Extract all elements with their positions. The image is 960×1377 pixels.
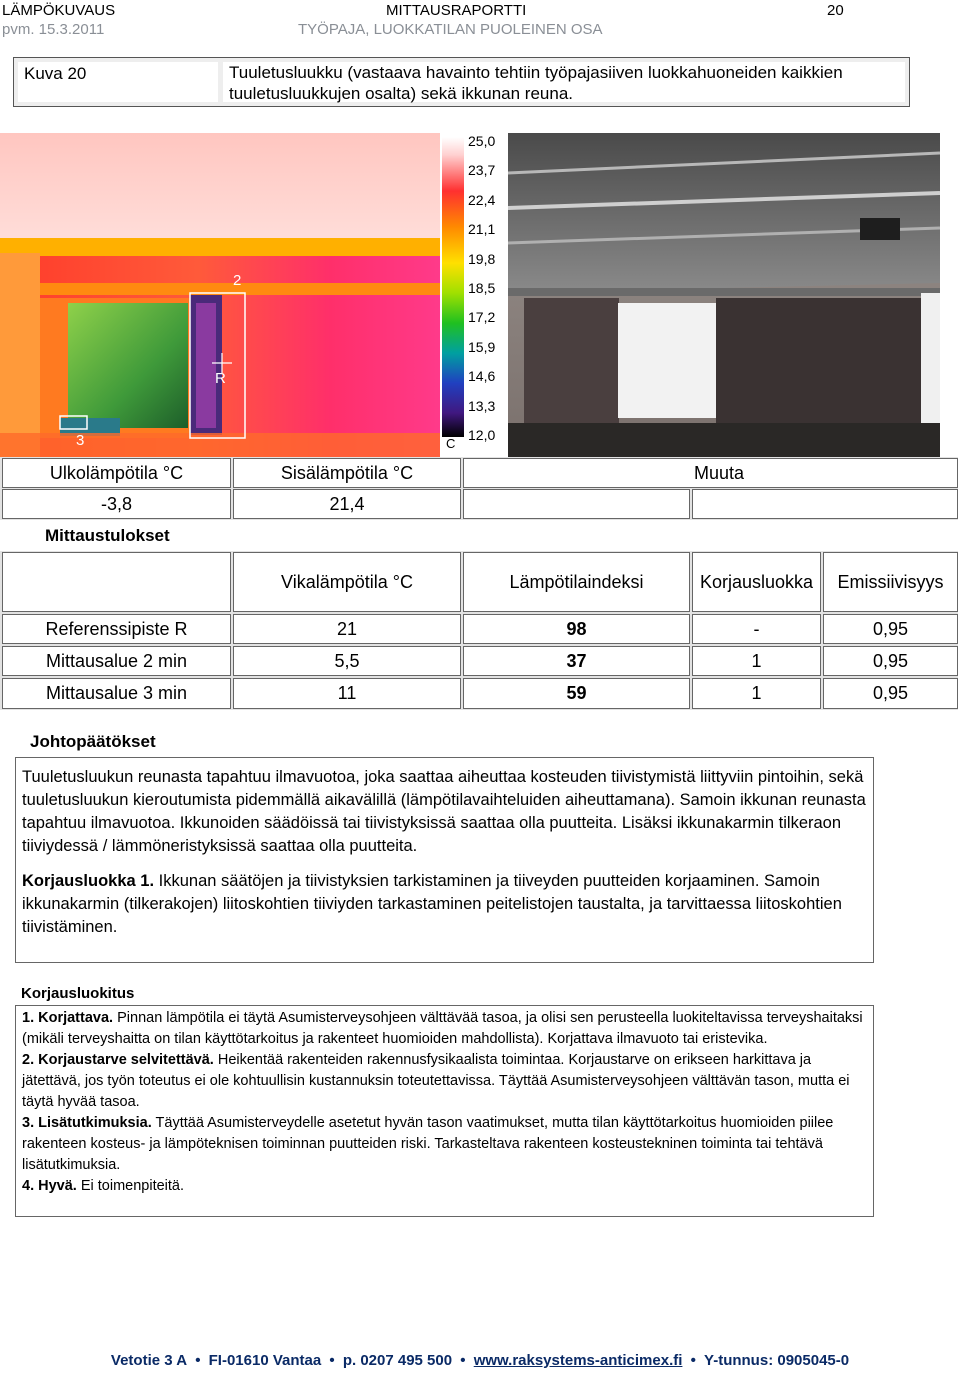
repair-class-cell: 1 <box>692 646 821 676</box>
scale-tick-label: 22,4 <box>468 191 496 208</box>
fault-temp-cell: 5,5 <box>233 646 461 676</box>
repair-class-cell: - <box>692 614 821 644</box>
temp-index-cell: 98 <box>463 614 690 644</box>
thermal-image <box>0 133 440 457</box>
visual-photo <box>508 133 940 457</box>
classification-item-text: Heikentää rakenteiden rakennusfysikaalista toimintaa. Korjaustarve on erikseen harkittava ja jätettävä, jos työn toteutus ei ole kohtuullisin kustannuksin toteutettavissa. Täyttää Asumisterveysohjeen välttävän tason, mutta ei täytä hyvää tasoa. <box>22 1052 850 1110</box>
column-emissivity: Emissiivisyys <box>823 552 958 612</box>
conclusions-text: Tuuletusluukun reunasta tapahtuu ilmavuotoa, joka saattaa aiheuttaa kosteuden tiivistymistä liittyviin pintoihin, sekä tuuletusluukun kieroutumista pidemmällä aikavälillä (lämpötilavaihteluiden aiheuttamana). Samoin ikkunan reunasta tapahtuu ilmavuotoa. Ikkunoiden säädöissä tai tiivistyksissä saattaa olla puutteita. Lisäksi ikkunakarmin tilkeraon tiiviydessä / lämmöneristyksissä saattaa olla puutteita. <box>22 768 866 855</box>
bullet-icon: • <box>690 1352 696 1369</box>
emissivity-cell: 0,95 <box>823 614 958 644</box>
scale-tick-label: 14,6 <box>468 368 496 385</box>
row-label: Mittausalue 2 min <box>2 646 231 676</box>
repair-recommendation <box>22 870 867 939</box>
column-fault-temp: Vikalämpötila °C <box>233 552 461 612</box>
results-corner <box>2 552 231 612</box>
temp-index-cell: 59 <box>463 678 690 709</box>
conclusions-title: Johtopäätökset <box>30 732 156 751</box>
fault-temp-cell: 11 <box>233 678 461 709</box>
classification-item-label: 2. Korjaustarve selvitettävä. <box>22 1052 214 1068</box>
row-label: Referenssipiste R <box>2 614 231 644</box>
report-date: pvm. 15.3.2011 <box>2 21 105 38</box>
scale-tick-label: 13,3 <box>468 397 496 414</box>
other-value-left <box>463 489 690 519</box>
emissivity-cell: 0,95 <box>823 678 958 709</box>
classification-item-text: Ei toimenpiteitä. <box>80 1178 185 1194</box>
scale-tick-label: 18,5 <box>468 280 496 296</box>
footer-city: FI-01610 Vantaa <box>208 1352 322 1369</box>
scale-tick-label: 15,9 <box>468 338 496 355</box>
figure-description: Tuuletusluukku (vastaava havainto tehtiin työpajasiiven luokkahuoneiden kaikkien tuuletusluukkujen osalta) sekä ikkunan reuna. <box>223 62 905 102</box>
scale-gradient-bar <box>442 137 464 437</box>
other-label: Muuta <box>463 458 958 488</box>
outdoor-temp-label: Ulkolämpötila °C <box>2 458 231 488</box>
bullet-icon: • <box>329 1352 335 1369</box>
scale-unit: C <box>446 436 456 451</box>
classification-item <box>22 1176 867 1197</box>
results-title: Mittaustulokset <box>45 526 170 545</box>
classification-item-label: 3. Lisätutkimuksia. <box>22 1115 152 1131</box>
footer-website-link[interactable]: www.raksystems-anticimex.fi <box>473 1352 683 1369</box>
footer-business-id: Y-tunnus: 0905045-0 <box>704 1352 850 1369</box>
footer-address: Vetotie 3 A <box>110 1352 188 1369</box>
classification-item-text: Pinnan lämpötila ei täytä Asumisterveysohjeen välttävää tasoa, ja olisi sen perusteella luokiteltavissa terveyshaitaksi (mikäli terveyshaitta on tilan käyttötarkoitus ja rakenteet huomioiden mahdollista). Korjattava ilmavuoto tai eristevika. <box>22 1010 863 1047</box>
report-subtitle: TYÖPAJA, LUOKKATILAN PUOLEINEN OSA <box>298 21 603 38</box>
report-type: LÄMPÖKUVAUS <box>2 2 116 19</box>
scale-tick-label: 21,1 <box>468 221 496 238</box>
classification-item <box>22 1050 867 1113</box>
row-label: Mittausalue 3 min <box>2 678 231 709</box>
column-repair-class: Korjausluokka <box>692 552 821 612</box>
classification-box <box>15 1005 874 1217</box>
scale-tick-label: 23,7 <box>468 162 496 179</box>
footer-phone: p. 0207 495 500 <box>342 1352 453 1369</box>
other-value-right <box>692 489 958 519</box>
emissivity-cell: 0,95 <box>823 646 958 676</box>
report-title: MITTAUSRAPORTTI <box>386 2 527 19</box>
bullet-icon: • <box>195 1352 201 1369</box>
indoor-temp-value: 21,4 <box>233 489 461 519</box>
reference-point-label: R <box>215 370 226 387</box>
scale-tick-label: 12,0 <box>468 427 496 443</box>
page-number: 20 <box>827 2 844 19</box>
column-temp-index: Lämpötilaindeksi <box>463 552 690 612</box>
figure-number: Kuva 20 <box>18 62 218 102</box>
scale-tick-label: 19,8 <box>468 250 496 267</box>
fault-temp-cell: 21 <box>233 614 461 644</box>
classification-item-text: Täyttää Asumisterveydelle asetetut hyvän tason vaatimukset, mutta tilan käyttötarkoitus huomioiden piilee rakenteen kosteus- ja lämpöteknisen toiminnan puutteiden riski. Tarkasteltava rakenteen kosteustekninen toiminta tai tehtävä lisätutkimuksia. <box>22 1115 834 1173</box>
classification-item-label: 1. Korjattava. <box>22 1010 114 1026</box>
classification-title: Korjausluokitus <box>21 985 135 1002</box>
classification-item <box>22 1113 867 1176</box>
figure-caption <box>13 57 910 107</box>
page-footer <box>0 1352 960 1369</box>
scale-tick-label: 17,2 <box>468 309 496 326</box>
repair-class-label: Korjausluokka 1. <box>22 872 155 890</box>
classification-item <box>22 1008 867 1050</box>
bullet-icon: • <box>460 1352 466 1369</box>
measurement-area-2-label: 2 <box>233 272 242 289</box>
temp-index-cell: 37 <box>463 646 690 676</box>
outdoor-temp-value: -3,8 <box>2 489 231 519</box>
scale-tick-label: 25,0 <box>468 133 496 149</box>
classification-item-label: 4. Hyvä. <box>22 1178 77 1194</box>
repair-class-cell: 1 <box>692 678 821 709</box>
repair-class-text: Ikkunan säätöjen ja tiivistyksien tarkistaminen ja tiiveyden puutteiden korjaaminen. Samoin ikkunakarmin (tilkerakojen) liitoskohtien tiiviyden tarkastaminen peitelistojen taustalta, ja tarvittaessa liitoskohtien tiivistäminen. <box>22 872 842 936</box>
measurement-area-3-label: 3 <box>76 432 85 449</box>
conclusions-box <box>15 757 874 963</box>
indoor-temp-label: Sisälämpötila °C <box>233 458 461 488</box>
temperature-scale <box>440 133 508 457</box>
